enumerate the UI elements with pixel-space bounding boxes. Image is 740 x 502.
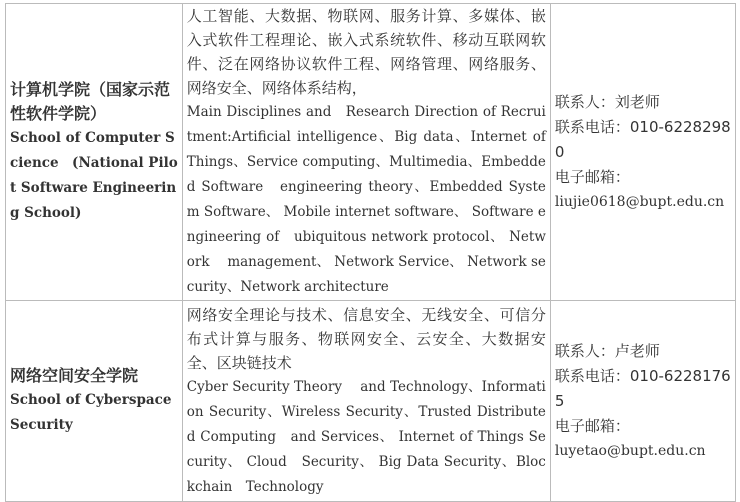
directions-en: Main Disciplines and Research Direction of Recruitment:Artificial intelligence、Big data、Internet of Things、Service computing、Multimedia、Embedded Software engineering theory、Embedded System Software、 Mobile internet software、 Software engineering of ubiquitous network protocol、 Network management、 Network Service、 Network security、Network architecture	[186, 104, 546, 295]
directions-cell	[182, 301, 550, 502]
program-table	[5, 3, 736, 502]
contact-email[interactable]: liujie0618@bupt.edu.cn	[554, 193, 725, 210]
contact-person: 联系人：卢老师	[554, 341, 660, 360]
table-row	[6, 4, 736, 301]
contact-cell	[550, 4, 735, 301]
directions-en: Cyber Security Theory and Technology、Information Security、Wireless Security、Trusted Distributed Computing and Services、 Internet of Things Security、 Cloud Security、 Big Data Security、Blockchain Technology	[186, 378, 546, 495]
contact-phone: 联系电话：010-62281765	[554, 366, 731, 410]
directions-zh: 人工智能、大数据、物联网、服务计算、多媒体、嵌入式软件工程理论、嵌入式系统软件、移动互联网软件、泛在网络协议软件工程、网络管理、网络服务、网络安全、网络体系结构，	[186, 7, 546, 97]
college-name-zh: 网络空间安全学院	[10, 366, 139, 385]
college-name-en: School of Cyberspace Security	[10, 392, 172, 433]
college-name-en: School of Computer Science (National Pilot Software Engineering School)	[10, 130, 178, 221]
contact-phone: 联系电话：010-62282980	[554, 117, 731, 161]
college-name-zh: 计算机学院（国家示范性软件学院）	[10, 80, 171, 123]
contact-email[interactable]: luyetao@bupt.edu.cn	[554, 442, 706, 459]
directions-zh: 网络安全理论与技术、信息安全、无线安全、可信分布式计算与服务、物联网安全、云安全、大数据安全、区块链技术	[186, 305, 546, 372]
contact-email-label: 电子邮箱：	[554, 416, 630, 435]
college-cell	[6, 301, 183, 502]
directions-cell	[182, 4, 550, 301]
contact-email-label: 电子邮箱：	[554, 167, 630, 186]
contact-cell	[550, 301, 735, 502]
table-row	[6, 301, 736, 502]
college-cell	[6, 4, 183, 301]
contact-person: 联系人：刘老师	[554, 92, 660, 111]
